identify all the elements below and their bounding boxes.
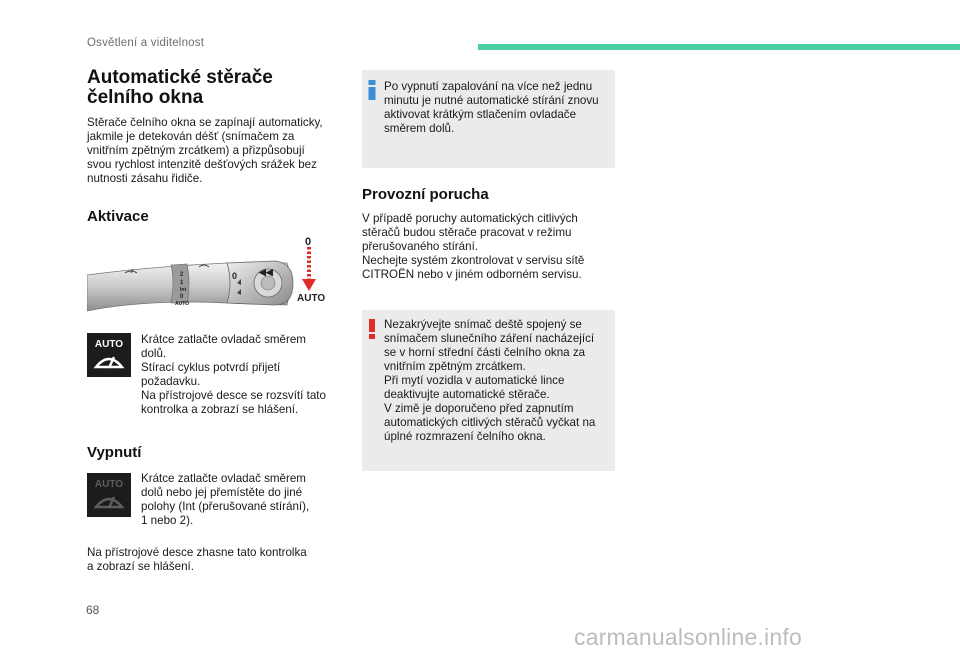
auto-wiper-indicator-on <box>87 333 131 377</box>
lever-position-auto: AUTO <box>297 293 326 304</box>
warning-text: Nezakrývejte snímač deště spojený se snímačem slunečního záření nacházející se v horní střední části čelního okna za vnitřním zpětným zrcátkem. Při mytí vozidla v automatické lince deaktivujte automatické stěrače. V zimě je doporučeno před zapnutím automatických citlivých stěračů vyčkat na úplné rozmrazení čelního okna. <box>384 318 596 443</box>
auto-indicator-label: AUTO <box>94 339 124 350</box>
wiper-lever-illustration <box>87 223 340 323</box>
lever-label-stalk-auto: AUTO <box>175 301 190 307</box>
svg-text:0: 0 <box>232 271 238 281</box>
activation-heading: Aktivace <box>87 208 149 225</box>
lever-label-2: 2 <box>180 272 184 278</box>
auto-indicator-off-label: AUTO <box>94 479 124 490</box>
auto-wiper-indicator-off <box>87 473 131 517</box>
header-accent-bar <box>478 44 960 50</box>
warning-icon <box>368 319 376 343</box>
warning-box <box>362 310 615 471</box>
watermark: carmanualsonline.info <box>574 624 802 650</box>
page-number: 68 <box>86 603 100 617</box>
deactivation-heading: Vypnutí <box>87 444 142 461</box>
section-title: Osvětlení a viditelnost <box>87 37 205 49</box>
malfunction-heading: Provozní porucha <box>362 186 489 203</box>
down-arrow-icon <box>302 279 316 291</box>
lever-position-zero: 0 <box>305 236 312 248</box>
lever-label-int: Int <box>180 287 187 293</box>
svg-text:◀◀: ◀◀ <box>259 267 273 277</box>
info-box <box>362 70 615 168</box>
lever-label-off: 0 <box>180 294 184 300</box>
page-title: Automatické stěrače čelního okna <box>87 67 273 108</box>
intro-paragraph: Stěrače čelního okna se zapínají automaticky, jakmile je detekován déšť (snímačem za vnitřním zpětným zrcátkem) a přizpůsobují svou rychlost intenzitě dešťových srážek bez nutnosti zásahu řidiče. <box>87 116 323 185</box>
deactivation-text: Krátce zatlačte ovladač směrem dolů nebo jej přemístěte do jiné polohy (Int (přerušované stírání), 1 nebo 2). <box>141 472 310 527</box>
wiper-stalk-image <box>87 223 340 323</box>
activation-text: Krátce zatlačte ovladač směrem dolů. Stírací cyklus potvrdí přijetí požadavku. Na přístrojové desce se rozsvítí tato kontrolka a zobrazí se hlášení. <box>141 333 326 416</box>
deactivation-note: Na přístrojové desce zhasne tato kontrolka a zobrazí se hlášení. <box>87 546 307 573</box>
malfunction-text: V případě poruchy automatických citlivých stěračů budou stěrače pracovat v režimu přerušovaného stírání. Nechejte systém zkontrolovat v servisu sítě CITROËN nebo v jiném odborném servisu. <box>362 212 585 281</box>
info-icon <box>368 80 376 104</box>
info-text: Po vypnutí zapalování na více než jednu minutu je nutné automatické stírání znovu aktivovat krátkým stlačením ovladače směrem dolů. <box>384 80 599 135</box>
lever-label-1: 1 <box>180 280 184 286</box>
